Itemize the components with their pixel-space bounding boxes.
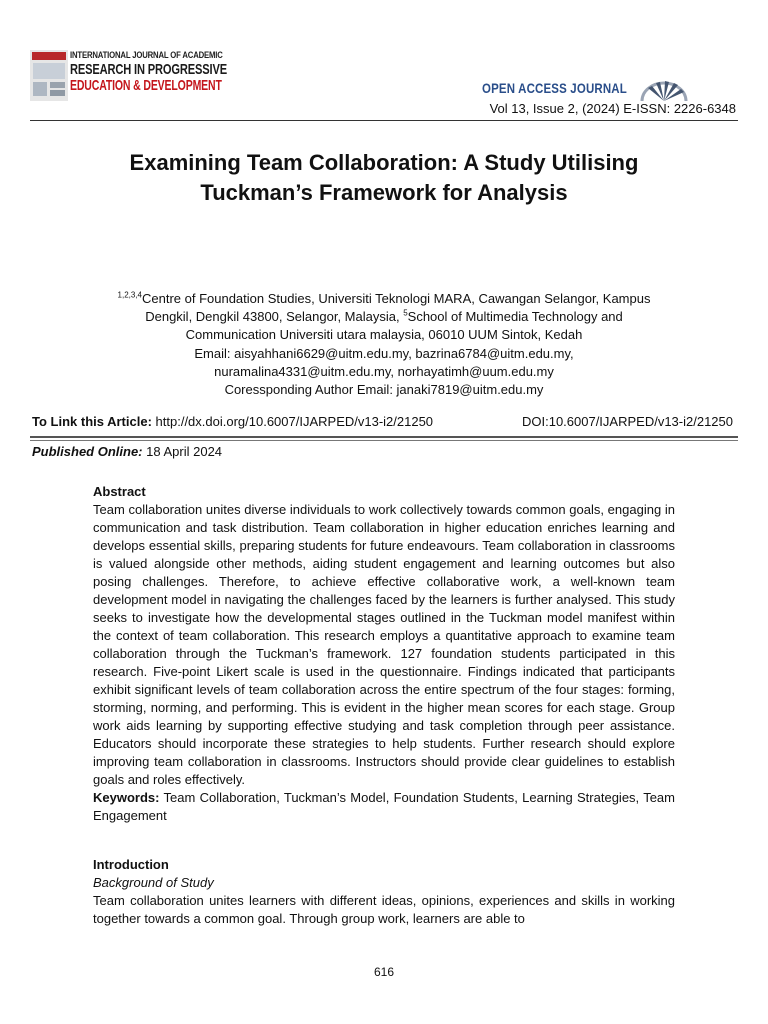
link-label: To Link this Article: xyxy=(32,414,152,429)
author-affiliations xyxy=(70,290,698,399)
affiliation-line-2a: Dengkil, Dengkil 43800, Selangor, Malaysia, xyxy=(145,309,404,325)
journal-cover-thumbnail xyxy=(30,50,68,101)
keywords-text: Team Collaboration, Tuckman’s Model, Foundation Students, Learning Strategies, Team Engagement xyxy=(93,790,675,823)
doi-text[interactable]: DOI:10.6007/IJARPED/v13-i2/21250 xyxy=(521,414,733,429)
journal-name-line2: RESEARCH IN PROGRESSIVE xyxy=(70,61,227,78)
email-line-2: nuramalina4331@uitm.edu.my, norhayatimh@uum.edu.my xyxy=(214,363,554,379)
affiliation-superscript-2: 5 xyxy=(403,308,408,318)
page-number: 616 xyxy=(373,965,395,979)
background-subheading: Background of Study xyxy=(93,875,214,890)
title-line-2: Tuckman’s Framework for Analysis xyxy=(200,180,568,205)
published-label: Published Online: xyxy=(32,444,143,459)
abstract-text: Team collaboration unites diverse individuals to work collectively towards common goals, engaging in communication and task distribution. Team collaboration in higher education enriches learning and develops essential skills, preparing students for future endeavours. Team collaboration in classrooms is valued alongside other methods, aiding student engagement and learning outcomes but also posing challenges. Therefore, to achieve effective collaborative work, a well-known team development model in navigating the challenges faced by the learners is further analysed. This study seeks to investigate how the developmental stages outlined in the Tuckman model manifest within the context of team collaboration. This research employs a quantitative approach to examine team collaboration through the Tuckman’s framework. 127 foundation students participated in this research. Five-point Likert scale is used in the questionnaire. Findings indicated that participants exhibit significant levels of team collaboration across the entire spectrum of the four stages: forming, storming, norming, and performing. This is evident in the higher mean scores for each stage. Group work aids learning by supporting effective studying and task completion through peer assistance. Educators should incorporate these strategies to help students. Further research should explore improving team collaboration in classrooms. Instructors should provide clear guidelines to establish goals and roles effectively. xyxy=(93,502,675,787)
journal-name-line3: EDUCATION & DEVELOPMENT xyxy=(70,77,222,94)
journal-name-line1: INTERNATIONAL JOURNAL OF ACADEMIC xyxy=(70,50,223,60)
open-access-label: OPEN ACCESS JOURNAL xyxy=(482,80,627,96)
paper-title xyxy=(60,148,708,208)
journal-logo xyxy=(30,50,227,101)
published-date: 18 April 2024 xyxy=(146,444,223,459)
published-online xyxy=(32,444,222,459)
article-link-row xyxy=(32,414,736,429)
affiliation-superscript-1: 1,2,3,4 xyxy=(117,290,142,300)
header-divider xyxy=(30,120,738,121)
abstract-heading: Abstract xyxy=(93,484,146,499)
affiliation-line-2b: School of Multimedia Technology and xyxy=(407,309,623,325)
affiliation-line-3: Communication Universiti utara malaysia, 06010 UUM Sintok, Kedah xyxy=(185,327,583,343)
link-divider-thick xyxy=(30,436,738,438)
open-access-fan-icon xyxy=(638,80,690,102)
title-line-1: Examining Team Collaboration: A Study Utilising xyxy=(129,150,639,175)
introduction-section xyxy=(93,856,675,928)
link-divider-thin xyxy=(30,440,738,441)
article-url-link[interactable]: http://dx.doi.org/10.6007/IJARPED/v13-i2/21250 xyxy=(155,414,434,429)
affiliation-line-1: Centre of Foundation Studies, Universiti Teknologi MARA, Cawangan Selangor, Kampus xyxy=(141,291,651,306)
introduction-heading: Introduction xyxy=(93,857,169,872)
keywords-label: Keywords: xyxy=(93,790,160,805)
email-line-1: Email: aisyahhani6629@uitm.edu.my, bazrina6784@uitm.edu.my, xyxy=(194,345,574,361)
corresponding-author-email: Coressponding Author Email: janaki7819@uitm.edu.my xyxy=(224,382,544,398)
keywords xyxy=(93,789,675,825)
introduction-text: Team collaboration unites learners with different ideas, opinions, experiences and skills in working together towards a common goal. Through group work, learners are able to xyxy=(93,893,675,926)
abstract-section xyxy=(93,483,675,825)
volume-issue-info: Vol 13, Issue 2, (2024) E-ISSN: 2226-6348 xyxy=(489,101,736,116)
